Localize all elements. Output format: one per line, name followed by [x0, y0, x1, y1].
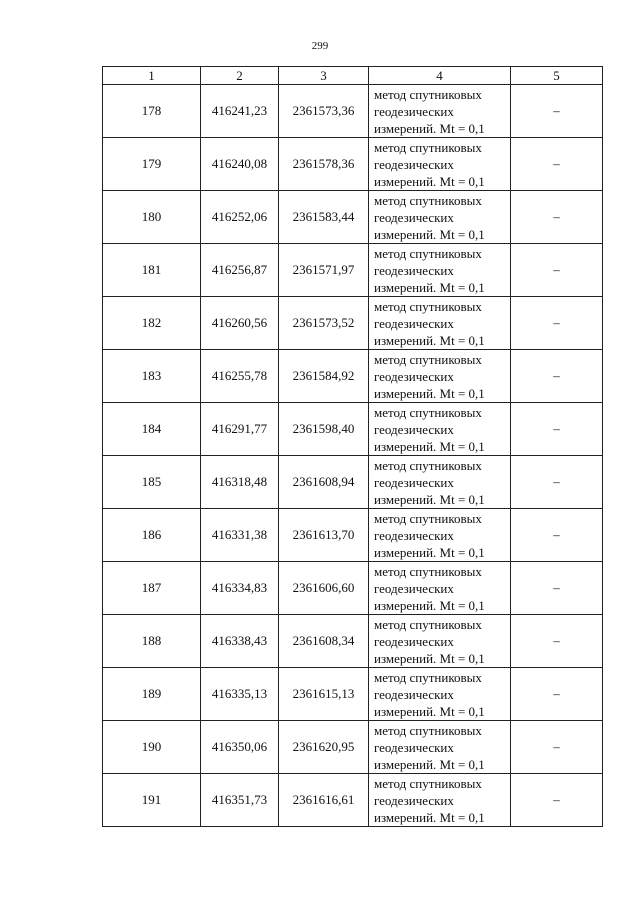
method-cell — [369, 668, 511, 721]
point-number-cell: 186 — [103, 509, 201, 562]
note-cell: – — [511, 721, 603, 774]
y-coordinate-cell: 2361584,92 — [279, 350, 369, 403]
column-header-3: 3 — [279, 67, 369, 85]
y-coordinate-cell: 2361573,36 — [279, 85, 369, 138]
point-number-cell: 189 — [103, 668, 201, 721]
point-number-cell: 185 — [103, 456, 201, 509]
method-line: метод спутниковых — [374, 192, 482, 208]
method-line: измерений. Mt = 0,1 — [374, 385, 485, 401]
table-header — [103, 67, 603, 85]
note-cell: – — [511, 456, 603, 509]
note-cell: – — [511, 244, 603, 297]
table-row — [103, 191, 603, 244]
note-cell: – — [511, 668, 603, 721]
method-line: геодезических — [374, 421, 454, 437]
note-cell: – — [511, 191, 603, 244]
method-line: метод спутниковых — [374, 351, 482, 367]
table-row — [103, 774, 603, 827]
table-row — [103, 562, 603, 615]
header-row — [103, 67, 603, 85]
method-line: метод спутниковых — [374, 404, 482, 420]
method-cell — [369, 244, 511, 297]
method-cell — [369, 191, 511, 244]
x-coordinate-cell: 416331,38 — [201, 509, 279, 562]
y-coordinate-cell: 2361606,60 — [279, 562, 369, 615]
point-number-cell: 183 — [103, 350, 201, 403]
point-number-cell: 180 — [103, 191, 201, 244]
method-cell — [369, 721, 511, 774]
note-cell: – — [511, 85, 603, 138]
column-header-5: 5 — [511, 67, 603, 85]
column-header-1: 1 — [103, 67, 201, 85]
method-line: геодезических — [374, 315, 454, 331]
note-cell: – — [511, 350, 603, 403]
method-line: геодезических — [374, 368, 454, 384]
method-line: геодезических — [374, 103, 454, 119]
y-coordinate-cell: 2361571,97 — [279, 244, 369, 297]
point-number-cell: 187 — [103, 562, 201, 615]
method-line: геодезических — [374, 580, 454, 596]
table-row — [103, 138, 603, 191]
x-coordinate-cell: 416252,06 — [201, 191, 279, 244]
y-coordinate-cell: 2361616,61 — [279, 774, 369, 827]
y-coordinate-cell: 2361608,94 — [279, 456, 369, 509]
point-number-cell: 188 — [103, 615, 201, 668]
note-cell: – — [511, 403, 603, 456]
method-line: метод спутниковых — [374, 616, 482, 632]
y-coordinate-cell: 2361620,95 — [279, 721, 369, 774]
column-header-2: 2 — [201, 67, 279, 85]
table-row — [103, 509, 603, 562]
method-line: геодезических — [374, 739, 454, 755]
table-row — [103, 456, 603, 509]
coordinates-table — [102, 66, 603, 827]
method-line: метод спутниковых — [374, 669, 482, 685]
method-line: метод спутниковых — [374, 457, 482, 473]
method-line: измерений. Mt = 0,1 — [374, 650, 485, 666]
point-number-cell: 181 — [103, 244, 201, 297]
method-line: измерений. Mt = 0,1 — [374, 173, 485, 189]
method-cell — [369, 509, 511, 562]
method-line: метод спутниковых — [374, 775, 482, 791]
method-line: измерений. Mt = 0,1 — [374, 809, 485, 825]
note-cell: – — [511, 774, 603, 827]
method-cell — [369, 456, 511, 509]
method-cell — [369, 297, 511, 350]
method-cell — [369, 562, 511, 615]
y-coordinate-cell: 2361583,44 — [279, 191, 369, 244]
note-cell: – — [511, 138, 603, 191]
table-row — [103, 615, 603, 668]
method-line: геодезических — [374, 209, 454, 225]
point-number-cell: 191 — [103, 774, 201, 827]
method-cell — [369, 615, 511, 668]
method-line: измерений. Mt = 0,1 — [374, 120, 485, 136]
method-line: геодезических — [374, 156, 454, 172]
method-cell — [369, 774, 511, 827]
note-cell: – — [511, 562, 603, 615]
method-line: геодезических — [374, 262, 454, 278]
method-line: метод спутниковых — [374, 139, 482, 155]
method-line: измерений. Mt = 0,1 — [374, 438, 485, 454]
note-cell: – — [511, 297, 603, 350]
point-number-cell: 190 — [103, 721, 201, 774]
method-line: геодезических — [374, 527, 454, 543]
table-row — [103, 297, 603, 350]
method-line: метод спутниковых — [374, 563, 482, 579]
x-coordinate-cell: 416241,23 — [201, 85, 279, 138]
note-cell: – — [511, 509, 603, 562]
method-line: метод спутниковых — [374, 86, 482, 102]
method-cell — [369, 138, 511, 191]
method-line: геодезических — [374, 633, 454, 649]
method-line: измерений. Mt = 0,1 — [374, 279, 485, 295]
method-line: геодезических — [374, 686, 454, 702]
y-coordinate-cell: 2361578,36 — [279, 138, 369, 191]
x-coordinate-cell: 416335,13 — [201, 668, 279, 721]
y-coordinate-cell: 2361598,40 — [279, 403, 369, 456]
x-coordinate-cell: 416334,83 — [201, 562, 279, 615]
y-coordinate-cell: 2361615,13 — [279, 668, 369, 721]
method-cell — [369, 350, 511, 403]
table-row — [103, 244, 603, 297]
method-line: метод спутниковых — [374, 722, 482, 738]
x-coordinate-cell: 416260,56 — [201, 297, 279, 350]
table-row — [103, 85, 603, 138]
method-line: геодезических — [374, 792, 454, 808]
method-line: измерений. Mt = 0,1 — [374, 491, 485, 507]
x-coordinate-cell: 416255,78 — [201, 350, 279, 403]
note-cell: – — [511, 615, 603, 668]
method-line: измерений. Mt = 0,1 — [374, 544, 485, 560]
y-coordinate-cell: 2361613,70 — [279, 509, 369, 562]
x-coordinate-cell: 416338,43 — [201, 615, 279, 668]
point-number-cell: 184 — [103, 403, 201, 456]
method-line: измерений. Mt = 0,1 — [374, 597, 485, 613]
table-row — [103, 350, 603, 403]
x-coordinate-cell: 416318,48 — [201, 456, 279, 509]
x-coordinate-cell: 416256,87 — [201, 244, 279, 297]
method-line: измерений. Mt = 0,1 — [374, 332, 485, 348]
column-header-4: 4 — [369, 67, 511, 85]
y-coordinate-cell: 2361573,52 — [279, 297, 369, 350]
x-coordinate-cell: 416291,77 — [201, 403, 279, 456]
method-line: измерений. Mt = 0,1 — [374, 703, 485, 719]
method-line: метод спутниковых — [374, 510, 482, 526]
table-body — [103, 85, 603, 827]
method-line: метод спутниковых — [374, 298, 482, 314]
x-coordinate-cell: 416240,08 — [201, 138, 279, 191]
x-coordinate-cell: 416350,06 — [201, 721, 279, 774]
method-line: геодезических — [374, 474, 454, 490]
point-number-cell: 179 — [103, 138, 201, 191]
page-number: 299 — [311, 40, 329, 52]
table-row — [103, 721, 603, 774]
point-number-cell: 182 — [103, 297, 201, 350]
y-coordinate-cell: 2361608,34 — [279, 615, 369, 668]
method-line: измерений. Mt = 0,1 — [374, 226, 485, 242]
table-row — [103, 403, 603, 456]
x-coordinate-cell: 416351,73 — [201, 774, 279, 827]
method-line: измерений. Mt = 0,1 — [374, 756, 485, 772]
method-line: метод спутниковых — [374, 245, 482, 261]
table-row — [103, 668, 603, 721]
method-cell — [369, 85, 511, 138]
point-number-cell: 178 — [103, 85, 201, 138]
method-cell — [369, 403, 511, 456]
